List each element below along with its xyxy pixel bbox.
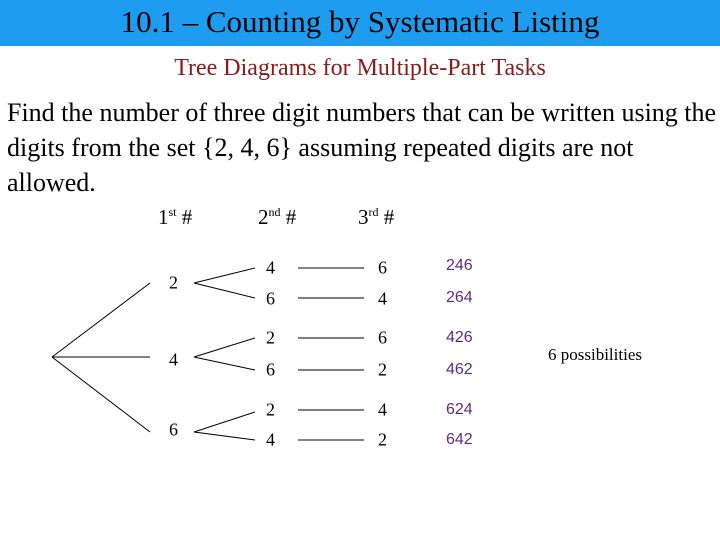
third-digit: 2 [378,429,387,450]
result-number: 426 [446,329,473,346]
page-title: 10.1 – Counting by Systematic Listing [120,4,600,39]
result-number: 642 [446,431,473,448]
possibilities-count: 6 possibilities [548,345,642,364]
second-digit: 4 [266,257,275,278]
result-number: 462 [446,361,473,378]
second-branch-line [194,268,255,283]
third-digit: 6 [378,327,387,348]
second-digit: 6 [266,288,275,309]
second-branch-line [194,412,255,432]
header-second-digit: 2nd # [258,205,297,229]
second-digit: 2 [266,327,275,348]
root-branch-line [52,357,150,432]
third-digit: 4 [378,288,387,309]
second-digit: 6 [266,359,275,380]
third-digit: 4 [378,399,387,420]
header-third-digit: 3rd # [358,205,395,229]
first-digit: 6 [169,419,178,440]
second-digit: 4 [266,429,275,450]
third-digit: 6 [378,257,387,278]
result-number: 624 [446,401,473,418]
second-branch-line [194,338,255,357]
second-digit: 2 [266,399,275,420]
problem-statement: Find the number of three digit numbers that can be written using the digits from the set {2, 4, 6} assuming repeated digits are not allowed. [7,98,717,197]
result-number: 264 [446,289,473,306]
header-first-digit: 1st # [158,205,193,229]
result-number: 246 [446,257,473,274]
second-branch-line [194,357,255,370]
first-digit: 4 [169,349,178,370]
root-branch-line [52,283,150,357]
third-digit: 2 [378,359,387,380]
first-digit: 2 [169,272,178,293]
second-branch-line [194,432,255,440]
second-branch-line [194,283,255,298]
subtitle: Tree Diagrams for Multiple-Part Tasks [174,55,546,81]
